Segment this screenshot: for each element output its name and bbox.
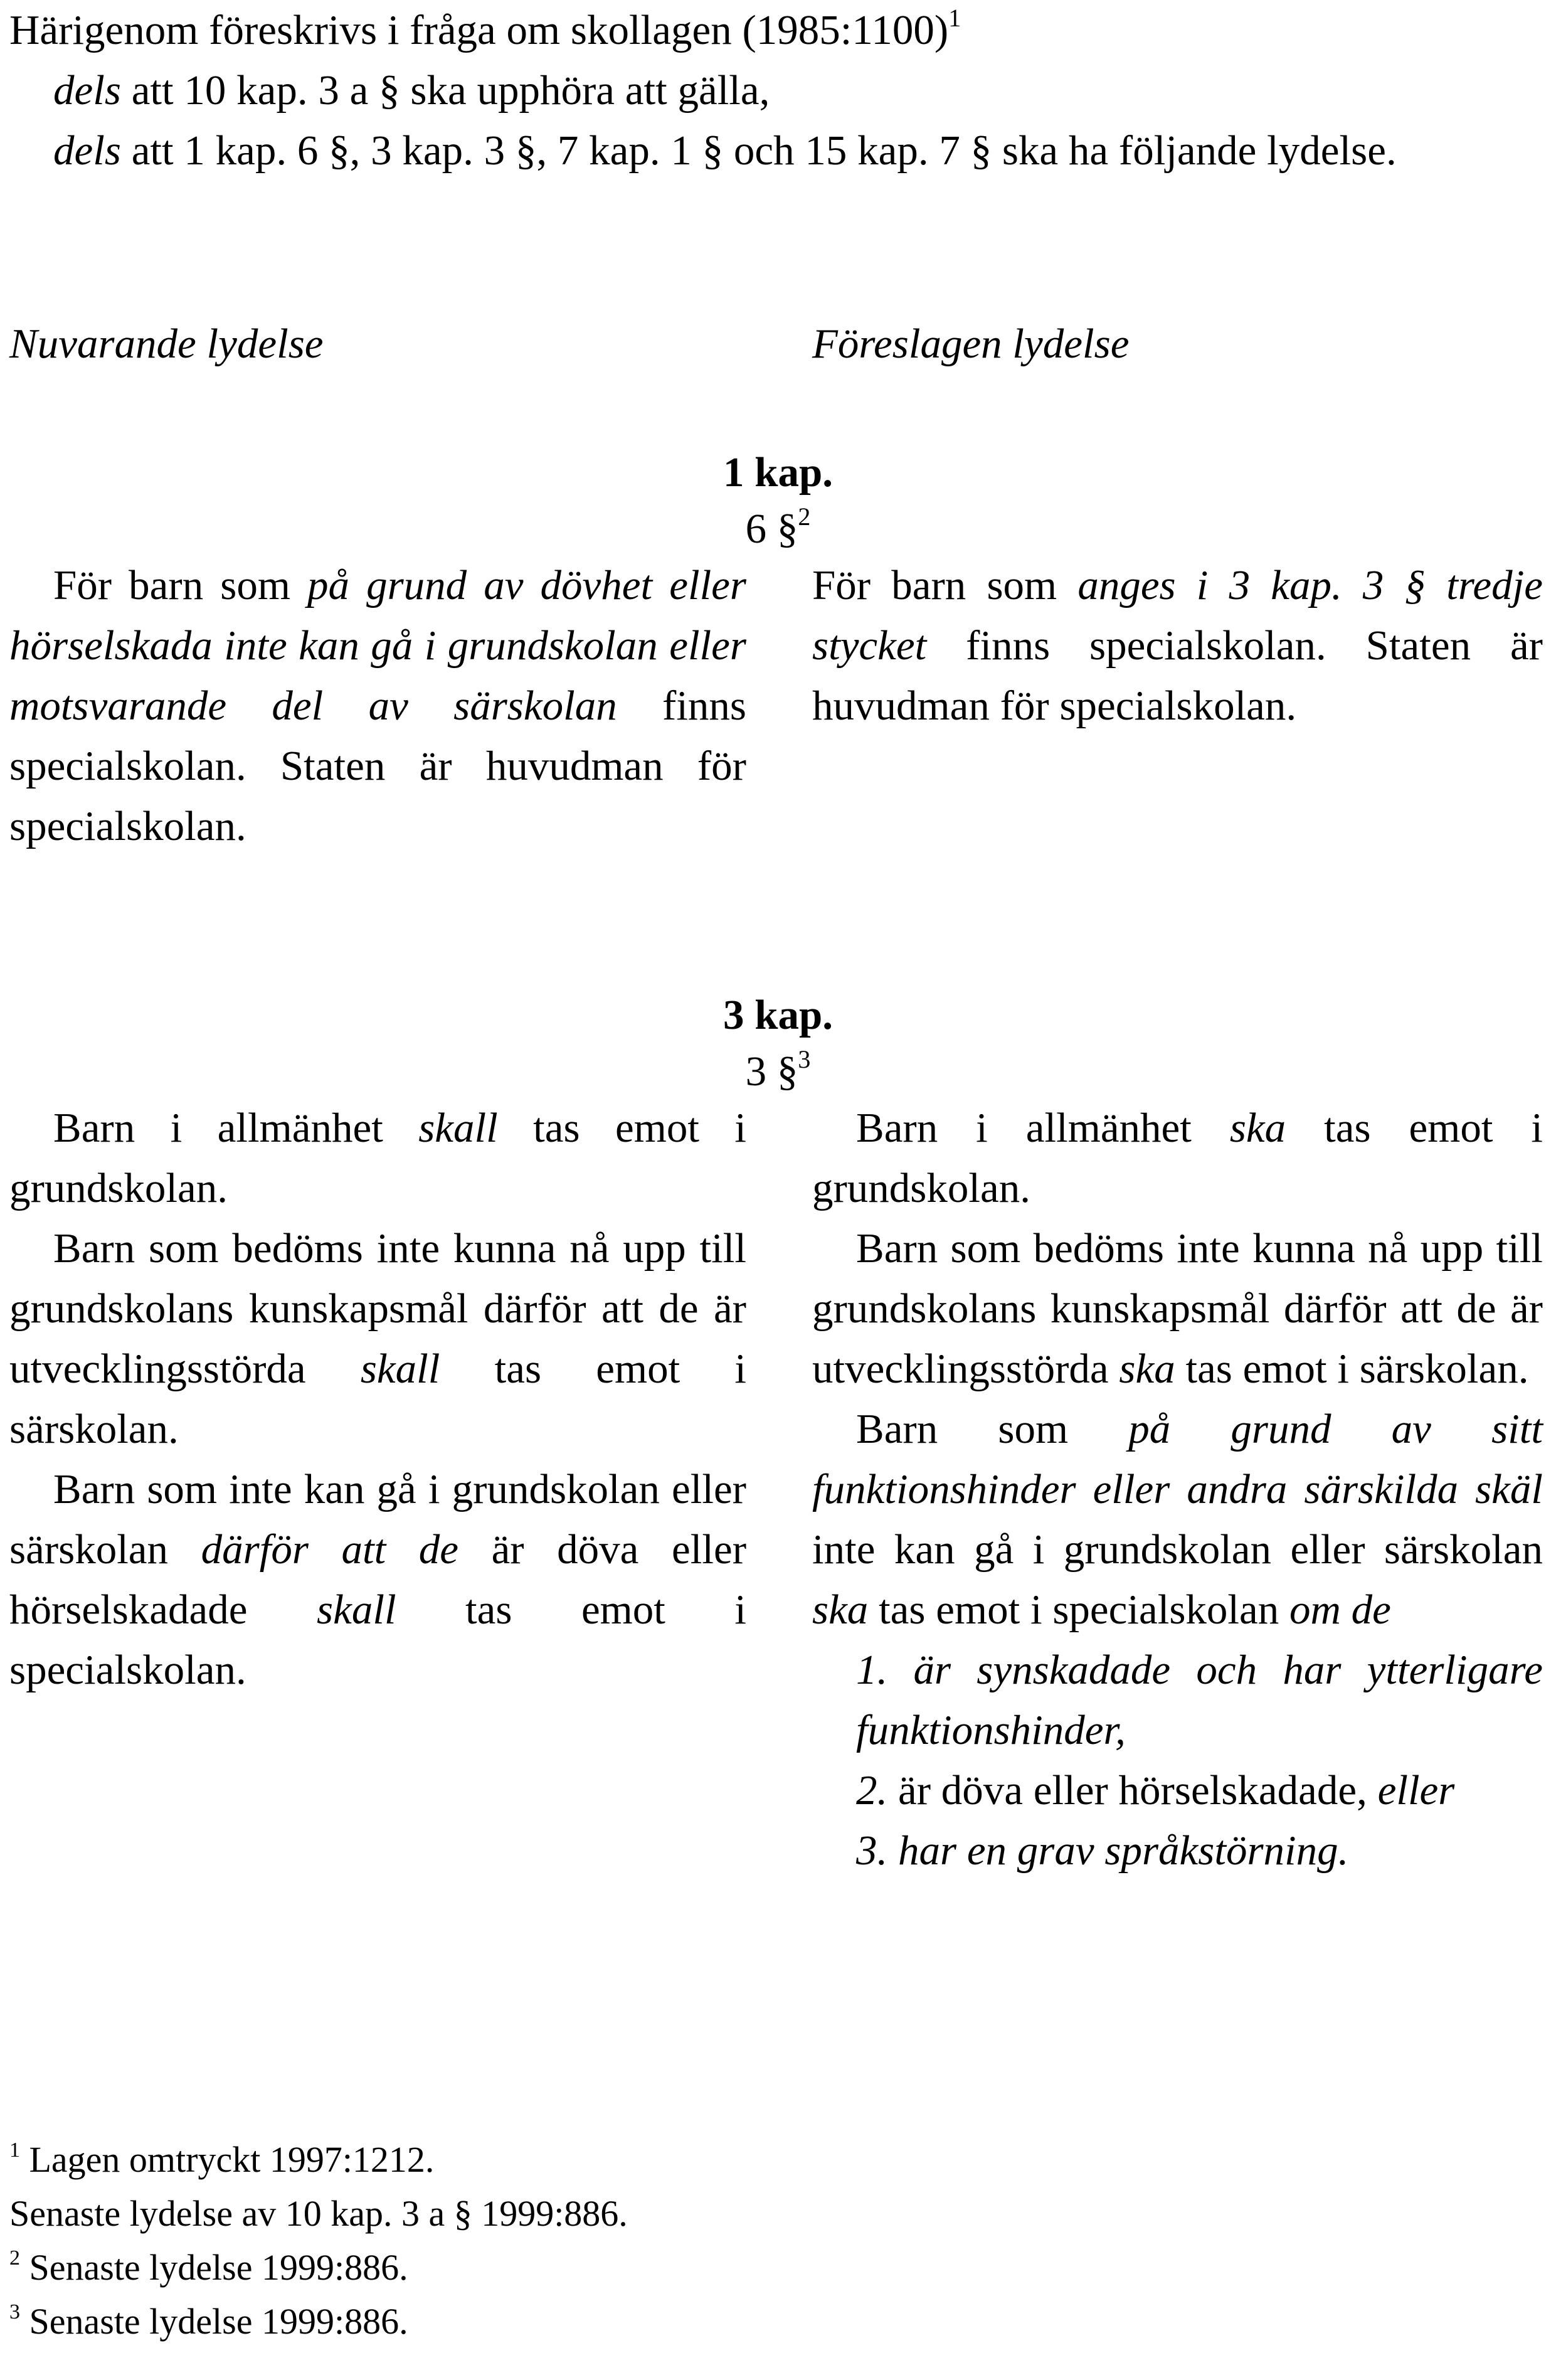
footnote-1: $^1$ Lagen omtryckt 1997:1212. bbox=[9, 2138, 435, 2180]
heading-current: Nuvarande lydelse bbox=[9, 321, 324, 367]
proposed-list-item-1: 1. är synskadade och har ytterligare funktionshinder, bbox=[856, 1647, 1543, 1753]
intro-line-3: dels att 1 kap. 6 §, 3 kap. 3 §, 7 kap. 1 § och 15 kap. 7 § ska ha följande lydelse. bbox=[53, 127, 1397, 174]
footnote-2: $^2$ Senaste lydelse 1999:886. bbox=[9, 2246, 408, 2288]
section1-proposed-text: För barn som anges i 3 kap. 3 § tredje stycket finns specialskolan. Staten är huvudman för specialskolan. bbox=[812, 562, 1543, 729]
chapter-heading-1: 1 kap. bbox=[722, 449, 834, 496]
footnotes bbox=[9, 2133, 887, 2349]
paragraph-heading-1: 6 §$^2$ bbox=[745, 502, 811, 552]
current-paragraph-1: Barn i allmänhet skall tas emot i grundskolan. bbox=[9, 1105, 746, 1211]
proposed-paragraph-1: Barn i allmänhet ska tas emot i grundskolan. bbox=[812, 1105, 1543, 1211]
intro-block bbox=[9, 0, 1540, 181]
proposed-paragraph-2: Barn som bedöms inte kunna nå upp till grundskolans kunskapsmål därför att de är utvecklingsstörda ska tas emot i särskolan. bbox=[812, 1225, 1543, 1392]
footnote-ref-1: 1 bbox=[948, 4, 961, 32]
current-paragraph-3: Barn som inte kan gå i grundskolan eller särskolan därför att de är döva eller hörselskadade skall tas emot i specialskolan. bbox=[9, 1466, 747, 1693]
chapter-heading-3: 3 kap. bbox=[722, 992, 834, 1038]
proposed-list-item-2: 2. är döva eller hörselskadade, eller bbox=[856, 1767, 1455, 1814]
section1-current-text: För barn som på grund av dövhet eller hörselskada inte kan gå i grundskolan eller motsvarande del av särskolan finns specialskolan. Staten är huvudman för specialskolan. bbox=[9, 562, 747, 849]
proposed-paragraph-3: Barn som på grund av sitt funktionshinder eller andra särskilda skäl inte kan gå i grundskolan eller särskolan ska tas emot i specialskolan om de bbox=[812, 1406, 1543, 1633]
section2-proposed-text bbox=[812, 1098, 1543, 1881]
footnote-3: $^3$ Senaste lydelse 1999:886. bbox=[9, 2300, 408, 2342]
proposed-list-item-3: 3. har en grav språkstörning. bbox=[856, 1827, 1349, 1874]
footnote-1-line-2: Senaste lydelse av 10 kap. 3 a § 1999:886. bbox=[9, 2193, 628, 2234]
intro-line-2: dels att 10 kap. 3 a § ska upphöra att gälla, bbox=[53, 67, 770, 114]
section2-current-text bbox=[9, 1098, 746, 1700]
current-paragraph-2: Barn som bedöms inte kunna nå upp till grundskolans kunskapsmål därför att de är utvecklingsstörda skall tas emot i särskolan. bbox=[9, 1225, 746, 1452]
paragraph-heading-3: 3 §$^3$ bbox=[745, 1045, 811, 1095]
heading-proposed: Föreslagen lydelse bbox=[812, 321, 1130, 367]
intro-line-1: Härigenom föreskrivs i fråga om skollagen (1985:1100)$^1$ bbox=[9, 4, 961, 53]
